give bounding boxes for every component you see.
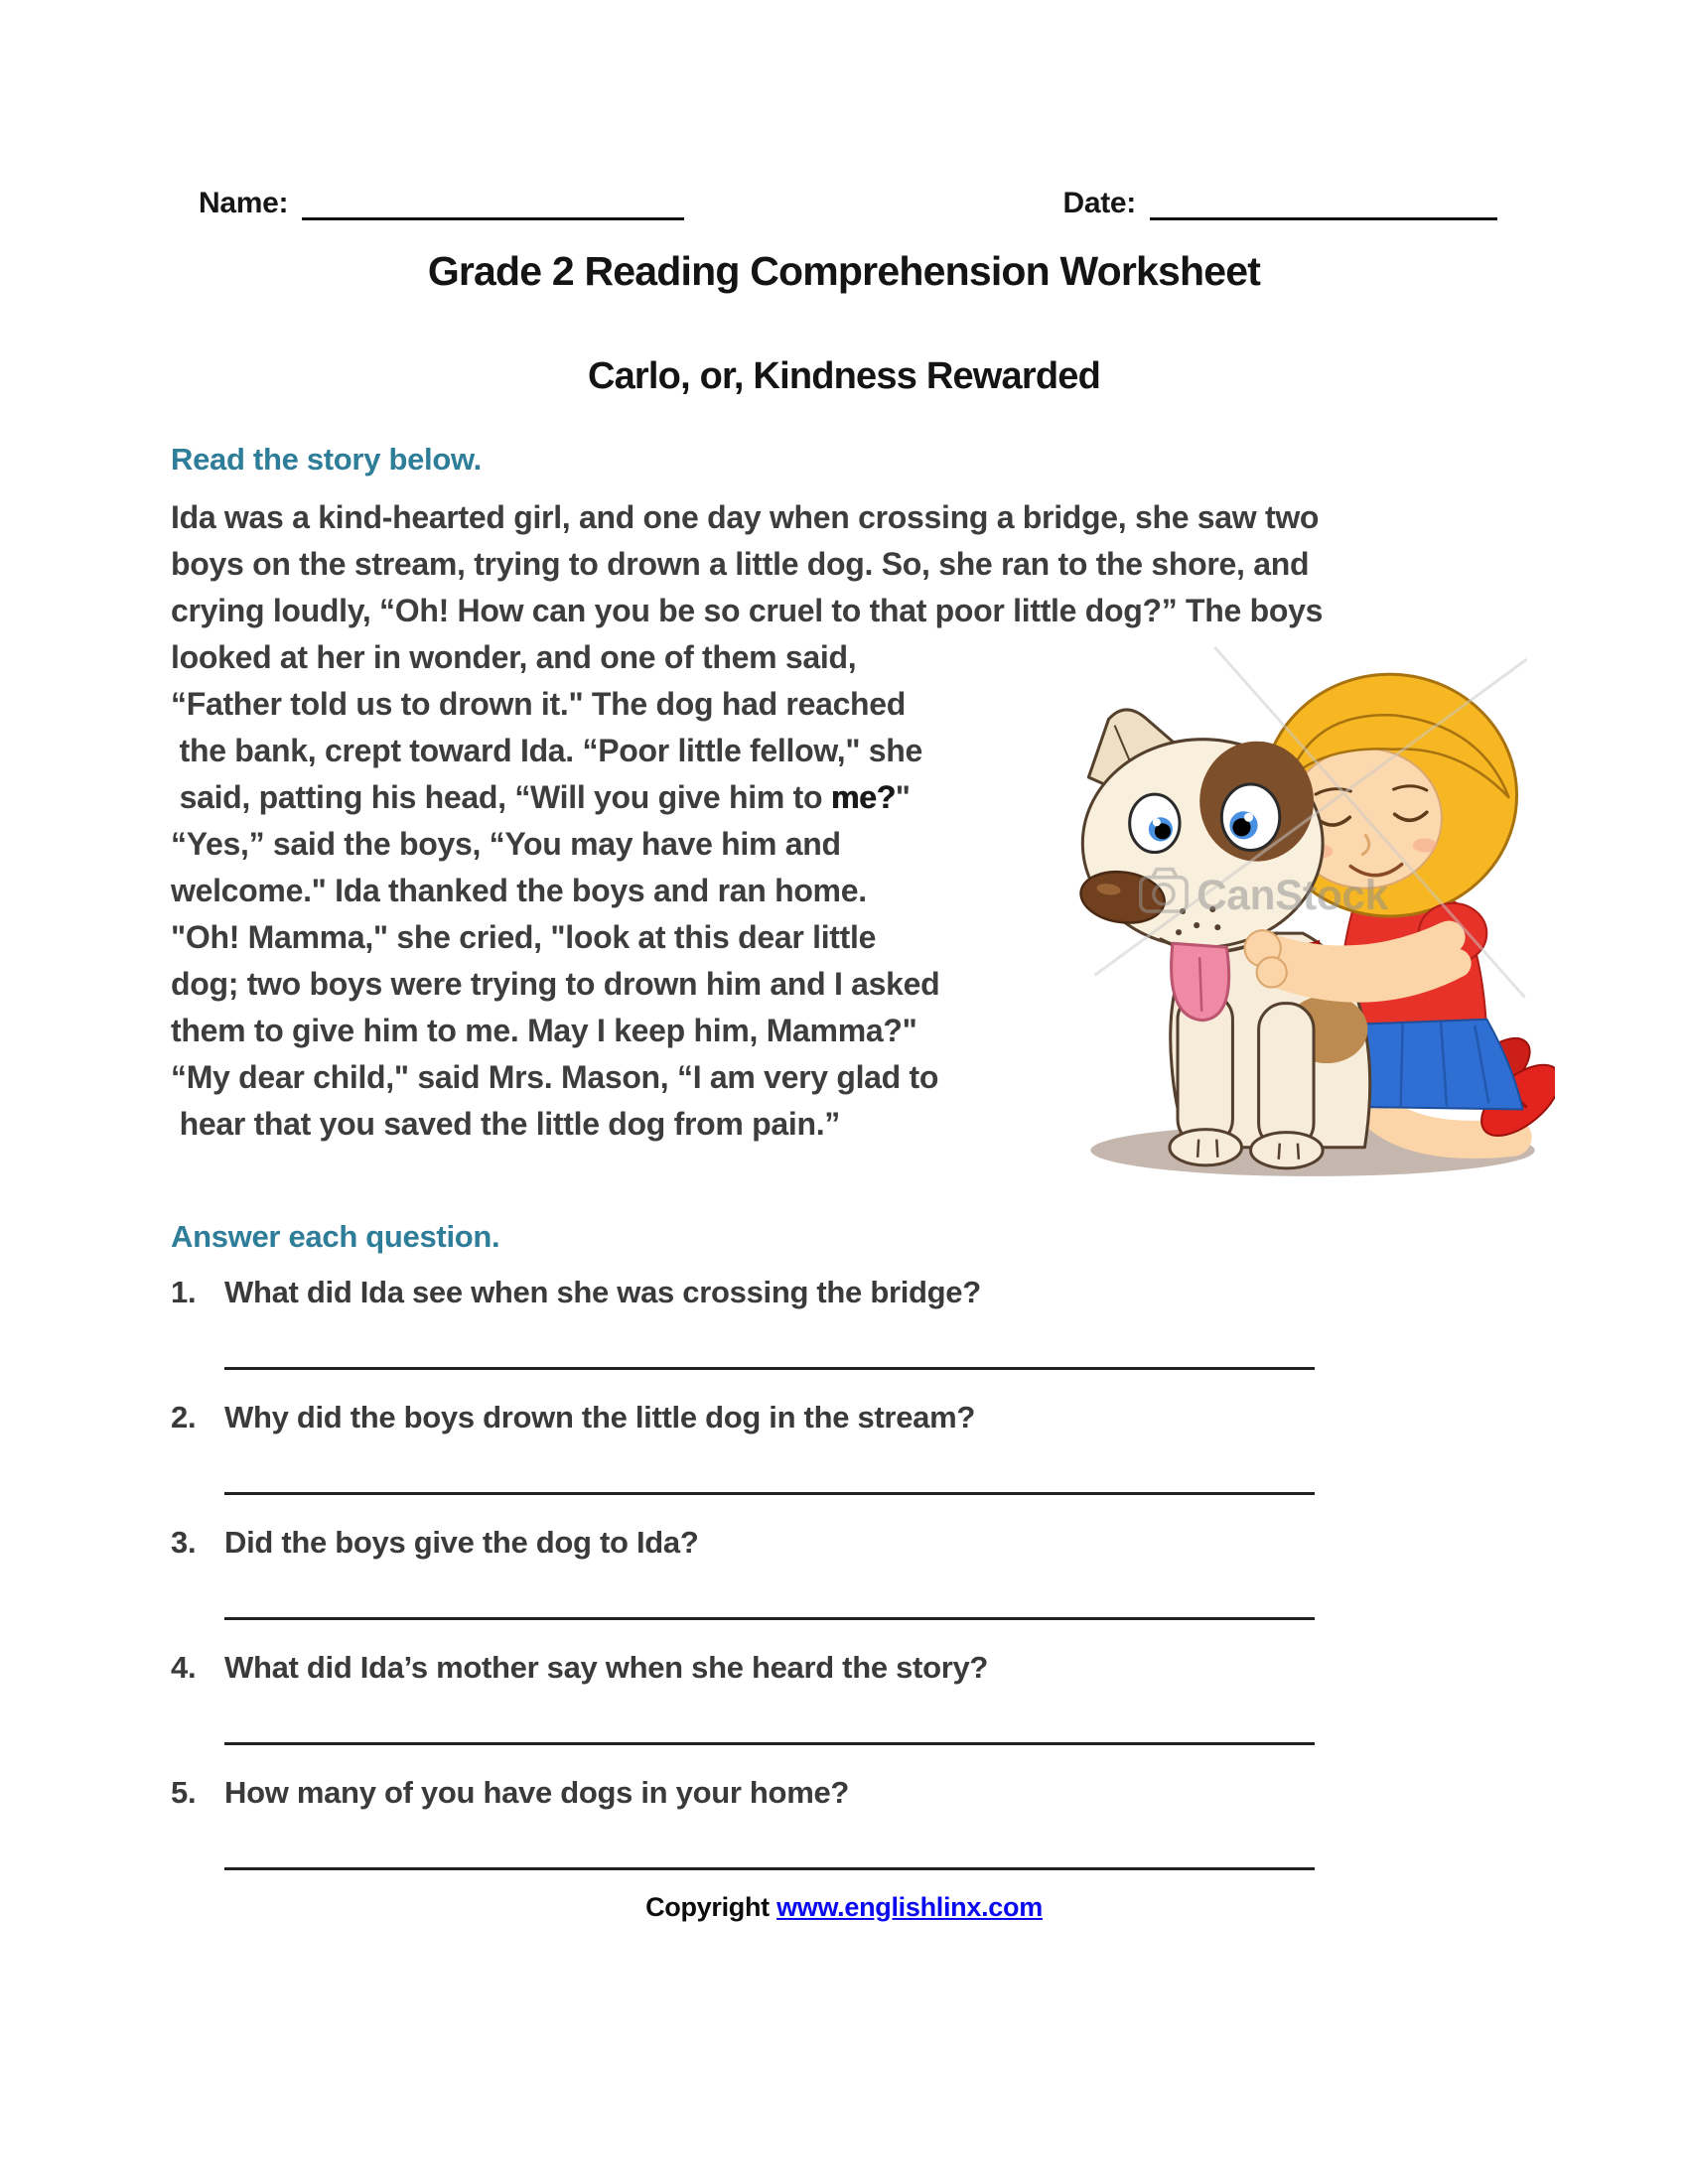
question-label: Did the boys give the dog to Ida? [224, 1525, 699, 1560]
question-label: Why did the boys drown the little dog in the stream? [224, 1400, 975, 1434]
story-line: them to give him to me. May I keep him, Mamma?" [171, 1013, 917, 1048]
date-blank-line[interactable] [1150, 185, 1497, 220]
question-number: 3. [171, 1525, 197, 1560]
story-line: Ida was a kind-hearted girl, and one day when crossing a bridge, she saw two [171, 499, 1320, 535]
footer [0, 1892, 1688, 1923]
question-row [171, 1398, 1531, 1437]
answer-blank-line[interactable] [224, 1563, 1315, 1620]
question-row [171, 1523, 1531, 1563]
question-label: What did Ida’s mother say when she heard the story? [224, 1650, 989, 1685]
name-blank-line[interactable] [302, 185, 684, 220]
story-line: “Yes,” said the boys, “You may have him and [171, 826, 841, 862]
question-number: 2. [171, 1400, 197, 1434]
story-title: Carlo, or, Kindness Rewarded [587, 355, 1101, 397]
question-row [171, 1648, 1531, 1688]
answer-questions-heading: Answer each question. [171, 1219, 500, 1254]
story-line: looked at her in wonder, and one of them said, [171, 639, 857, 675]
girl-hugging-dog-illustration [1064, 645, 1555, 1185]
extra-bold-word: me? [830, 779, 896, 815]
answer-blank-line[interactable] [224, 1437, 1315, 1495]
question-block [171, 1648, 1531, 1745]
story-line: welcome." Ida thanked the boys and ran home. [171, 873, 867, 908]
question-row [171, 1773, 1531, 1813]
question-number: 1. [171, 1275, 197, 1309]
question-block [171, 1398, 1531, 1495]
date-label: Date: [1062, 187, 1136, 219]
question-list [171, 1273, 1531, 1898]
copyright-label: Copyright [645, 1892, 777, 1922]
story-line: “Father told us to drown it." The dog had reached [171, 686, 907, 722]
story-line: crying loudly, “Oh! How can you be so cruel to that poor little dog?” The boys [171, 593, 1324, 628]
story-line: the bank, crept toward Ida. “Poor little fellow," she [171, 733, 923, 768]
story-line: boys on the stream, trying to drown a little dog. So, she ran to the shore, and [171, 546, 1310, 582]
question-row [171, 1273, 1531, 1312]
question-number: 4. [171, 1650, 197, 1685]
question-label: How many of you have dogs in your home? [224, 1775, 850, 1810]
answer-blank-line[interactable] [224, 1312, 1315, 1370]
watermark-text: CanStock [1196, 871, 1388, 918]
question-block [171, 1523, 1531, 1620]
story-line: hear that you saved the little dog from pain.” [171, 1106, 840, 1142]
story-line: “My dear child," said Mrs. Mason, “I am very glad to [171, 1059, 939, 1095]
story-line: "Oh! Mamma," she cried, "look at this dear little [171, 919, 877, 955]
englishlinx-link[interactable]: www.englishlinx.com [776, 1892, 1043, 1922]
name-label: Name: [199, 187, 289, 219]
header [199, 185, 1497, 220]
question-block [171, 1773, 1531, 1870]
answer-blank-line[interactable] [224, 1813, 1315, 1870]
question-label: What did Ida see when she was crossing the bridge? [224, 1275, 981, 1309]
page-title: Grade 2 Reading Comprehension Worksheet [427, 248, 1261, 294]
story-line: dog; two boys were trying to drown him and I asked [171, 966, 940, 1002]
question-block [171, 1273, 1531, 1370]
answer-blank-line[interactable] [224, 1688, 1315, 1745]
question-number: 5. [171, 1775, 197, 1810]
illustration-svg [1064, 645, 1555, 1185]
story-line: said, patting his head, “Will you give him to me?" [171, 779, 911, 815]
read-story-heading: Read the story below. [171, 442, 482, 477]
